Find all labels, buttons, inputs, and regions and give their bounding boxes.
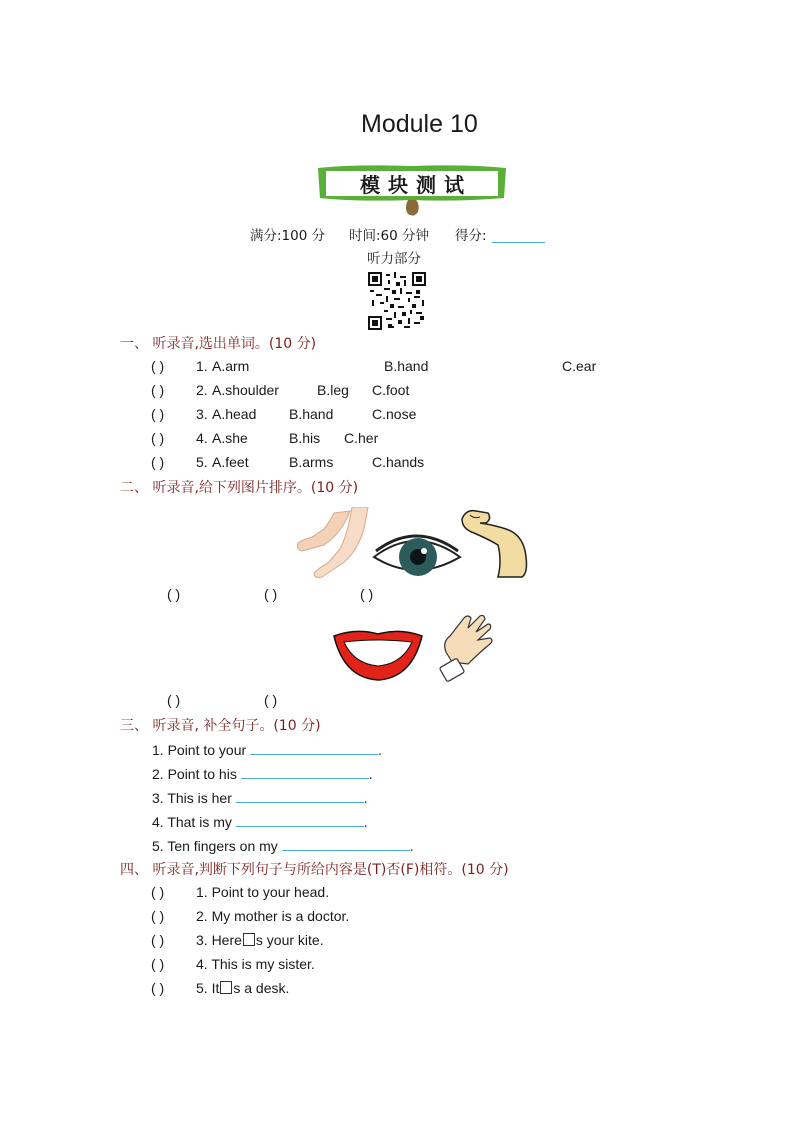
badge-text: 模块测试 <box>360 173 472 197</box>
question-number: 1. <box>196 358 208 374</box>
sentence-part-a: 3. Here <box>196 932 242 948</box>
s3-item-1 <box>152 740 382 758</box>
answer-paren[interactable]: ( ) <box>151 932 165 948</box>
answer-paren[interactable]: ( ) <box>151 382 165 398</box>
feet-image <box>294 507 372 579</box>
s3-item-3 <box>152 788 368 806</box>
missing-glyph-box <box>220 981 232 994</box>
option-c: C.hands <box>372 454 425 470</box>
sentence-text: 1. Point to your head. <box>196 884 330 900</box>
answer-paren[interactable]: ( ) <box>151 430 165 446</box>
s3-item-2 <box>152 764 373 782</box>
option-c: C.her <box>344 430 379 446</box>
section-1-heading: 一、 听录音,选出单词。(10 分) <box>120 336 317 352</box>
s3-item-4 <box>152 812 368 830</box>
sentence-text: 1. Point to your <box>152 742 251 758</box>
section-2-heading: 二、 听录音,给下列图片排序。(10 分) <box>120 480 359 496</box>
sentence-part-b: s your kite. <box>255 932 324 948</box>
question-number: 2. <box>196 382 208 398</box>
section-4-heading: 四、 听录音,判断下列句子与所给内容是(T)否(F)相符。(10 分) <box>120 862 509 878</box>
answer-paren[interactable]: ( ) <box>151 980 165 996</box>
full-score-label: 满分:100 分 <box>250 228 326 244</box>
sentence-text: 5. Ten fingers on my <box>152 838 282 854</box>
fill-blank[interactable] <box>241 764 369 779</box>
fill-blank[interactable] <box>282 836 410 851</box>
period: . <box>363 814 368 830</box>
period: . <box>363 790 368 806</box>
pic-order-paren-4[interactable]: ( ) <box>167 692 181 708</box>
answer-paren[interactable]: ( ) <box>151 884 165 900</box>
pic-order-paren-1[interactable]: ( ) <box>167 586 181 602</box>
option-b: B.leg <box>317 382 349 398</box>
score-blank[interactable] <box>492 242 545 243</box>
option-b: B.hand <box>384 358 429 374</box>
page-title: Module 10 <box>361 110 478 138</box>
option-a: A.head <box>212 406 257 422</box>
fill-blank[interactable] <box>236 788 364 803</box>
arm-image <box>458 505 530 579</box>
pic-order-paren-5[interactable]: ( ) <box>264 692 278 708</box>
period: . <box>368 766 373 782</box>
pic-order-paren-3[interactable]: ( ) <box>360 586 374 602</box>
question-number: 4. <box>196 430 208 446</box>
period: . <box>409 838 414 854</box>
option-c: C.foot <box>372 382 410 398</box>
s3-item-5 <box>152 836 414 854</box>
answer-paren[interactable]: ( ) <box>151 908 165 924</box>
section-3-heading: 三、 听录音, 补全句子。(10 分) <box>120 718 321 734</box>
period: . <box>378 742 382 758</box>
option-b: B.his <box>289 430 321 446</box>
sentence-text <box>196 980 289 996</box>
missing-glyph-box <box>243 933 255 946</box>
question-number: 5. <box>196 454 208 470</box>
sentence-text: 4. This is my sister. <box>196 956 315 972</box>
answer-paren[interactable]: ( ) <box>151 956 165 972</box>
time-label: 时间:60 分钟 <box>349 228 430 244</box>
hand-image <box>438 612 496 682</box>
score-label: 得分: <box>455 228 487 244</box>
option-a: A.she <box>212 430 248 446</box>
eye-image <box>372 531 462 579</box>
mouth-image <box>332 628 424 682</box>
answer-paren[interactable]: ( ) <box>151 406 165 422</box>
option-b: B.hand <box>289 406 334 422</box>
option-b: B.arms <box>289 454 334 470</box>
pic-order-paren-2[interactable]: ( ) <box>264 586 278 602</box>
answer-paren[interactable]: ( ) <box>151 454 165 470</box>
sentence-part-a: 5. It <box>196 980 220 996</box>
question-number: 3. <box>196 406 208 422</box>
option-a: A.feet <box>212 454 249 470</box>
sentence-text: 3. This is her <box>152 790 236 806</box>
listening-heading: 听力部分 <box>367 251 421 267</box>
answer-paren[interactable]: ( ) <box>151 358 165 374</box>
option-a: A.arm <box>212 358 250 374</box>
sentence-text: 4. That is my <box>152 814 236 830</box>
sentence-text: 2. Point to his <box>152 766 241 782</box>
sentence-text <box>196 932 324 948</box>
fill-blank[interactable] <box>250 740 378 755</box>
qr-code <box>368 272 426 330</box>
option-c: C.nose <box>372 406 417 422</box>
module-test-badge <box>316 162 508 204</box>
option-c: C.ear <box>562 358 597 374</box>
sentence-part-b: s a desk. <box>233 980 290 996</box>
option-a: A.shoulder <box>212 382 279 398</box>
sentence-text: 2. My mother is a doctor. <box>196 908 350 924</box>
fill-blank[interactable] <box>236 812 364 827</box>
